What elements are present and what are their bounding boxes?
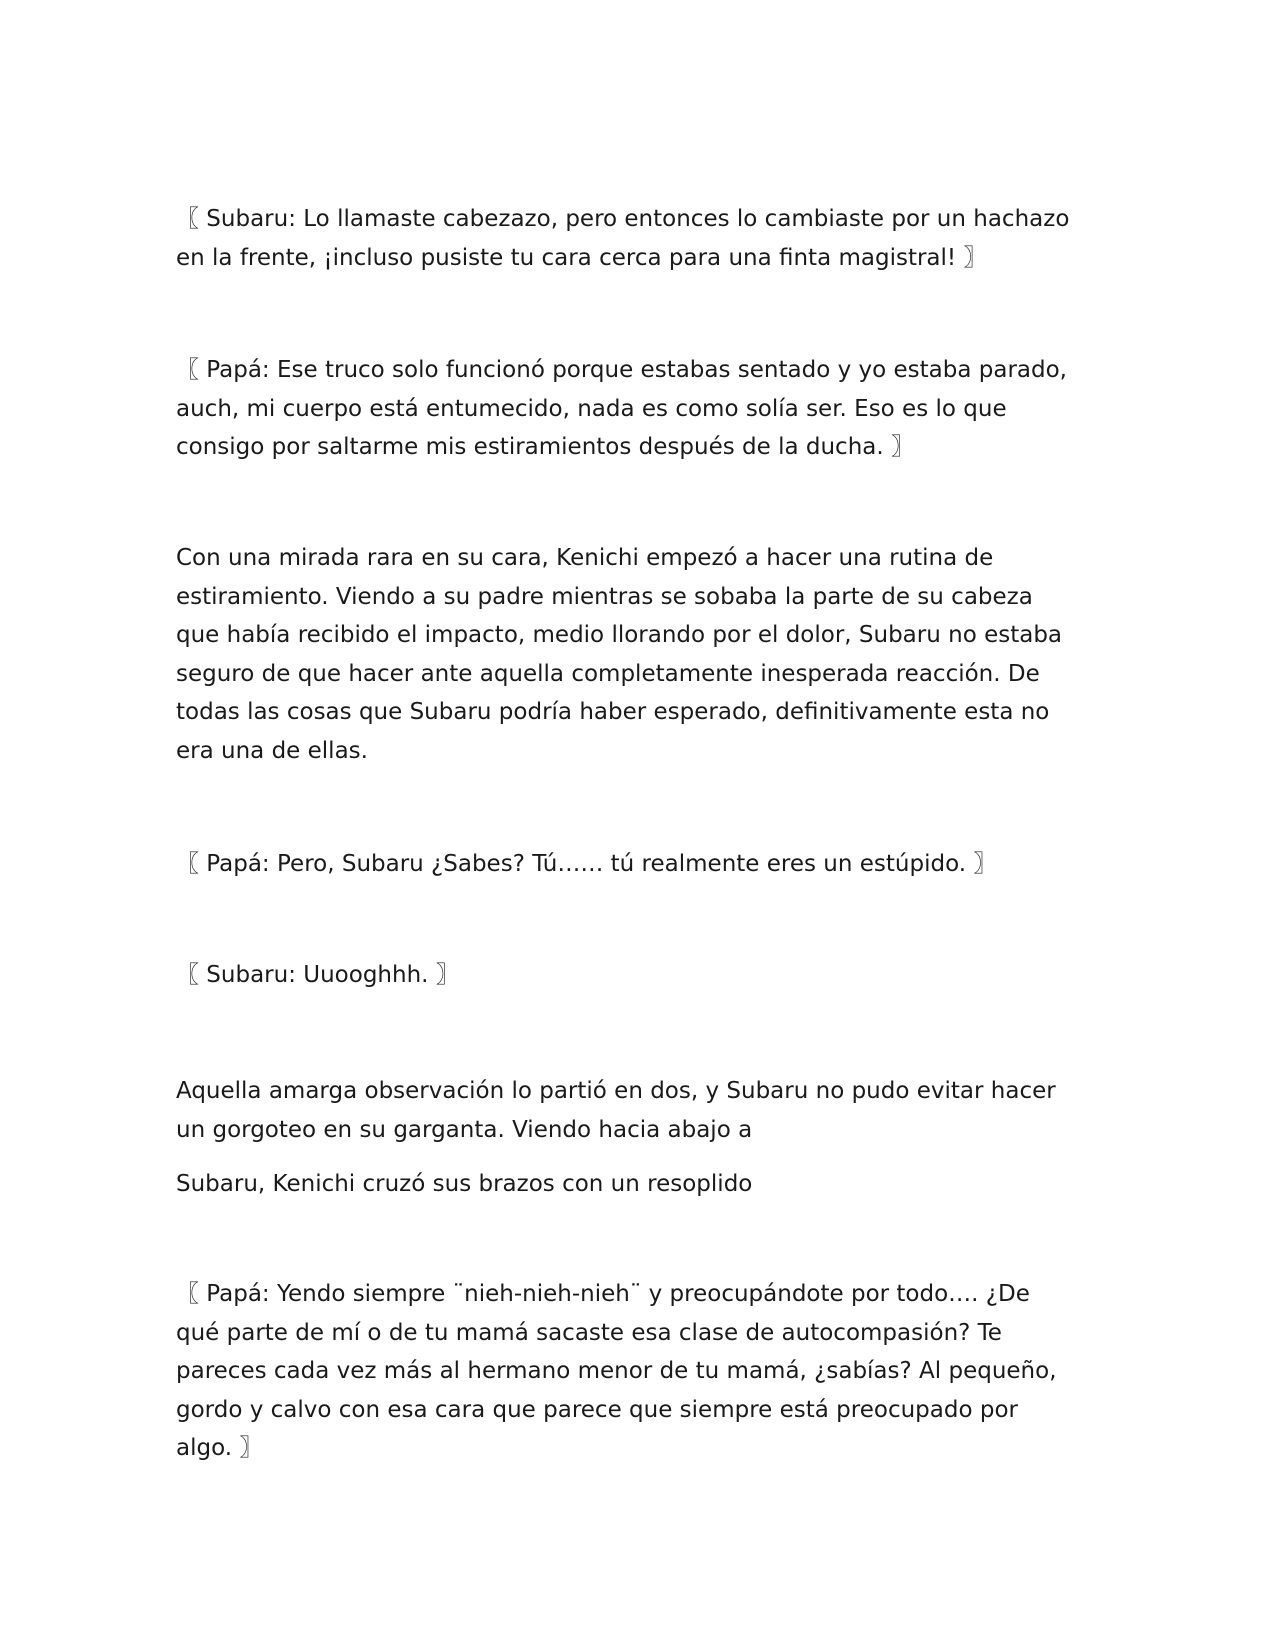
text-line: Subaru, Kenichi cruzó sus brazos con un resoplido: [176, 1171, 753, 1197]
text-line: era una de ellas.: [176, 737, 368, 764]
text-line: pareces cada vez más al hermano menor de tu mamá, ¿sabías? Al pequeño,: [176, 1358, 1057, 1384]
text-line: todas las cosas que Subaru podría haber esperado, definitivamente esta no: [176, 699, 1050, 725]
text-line: qué parte de mí o de tu mamá sacaste esa clase de autocompasión? Te: [176, 1319, 1002, 1346]
text-line: Aquella amarga observación lo partió en dos, y Subaru no pudo evitar hacer: [176, 1078, 1056, 1104]
text-line: auch, mi cuerpo está entumecido, nada es como solía ser. Eso es lo que: [176, 395, 1007, 422]
text-line: Con una mirada rara en su cara, Kenichi empezó a hacer una rutina de: [176, 545, 994, 571]
text-line: que había recibido el impacto, medio llorando por el dolor, Subaru no estaba: [176, 622, 1063, 648]
text-line: algo. 〗: [176, 1435, 263, 1461]
text-line: consigo por saltarme mis estiramientos después de la ducha. 〗: [176, 434, 914, 460]
text-line: 〖 Papá: Ese truco solo funcionó porque estabas sentado y yo estaba parado,: [176, 357, 1067, 383]
paragraph-papa-trick: [176, 351, 1106, 467]
text-line: 〖 Subaru: Uuooghhh. 〗: [176, 962, 459, 988]
text-line: estiramiento. Viendo a su padre mientras se sobaba la parte de su cabeza: [176, 583, 1033, 610]
text-line: gordo y calvo con esa cara que parece que siempre está preocupado por: [176, 1396, 1018, 1423]
paragraph-narration-kenichi-arms: [176, 1165, 1106, 1204]
text-line: 〖 Papá: Pero, Subaru ¿Sabes? Tú…… tú realmente eres un estúpido. 〗: [176, 851, 997, 877]
paragraph-narration-observation: [176, 1072, 1106, 1149]
text-line: seguro de que hacer ante aquella completamente inesperada reacción. De: [176, 660, 1040, 687]
text-line: un gorgoteo en su garganta. Viendo hacia abajo a: [176, 1116, 753, 1143]
paragraph-subaru-uuooghhh: [176, 956, 1106, 995]
paragraph-papa-estupido: [176, 845, 1106, 884]
text-line: 〖 Subaru: Lo llamaste cabezazo, pero entonces lo cambiaste por un hachazo: [176, 206, 1070, 232]
paragraph-subaru-headbutt: [176, 200, 1106, 277]
paragraph-narration-stretching: [176, 539, 1106, 770]
paragraph-papa-autocompasion: [176, 1275, 1106, 1468]
text-line: en la frente, ¡incluso pusiste tu cara cerca para una finta magistral! 〗: [176, 244, 987, 271]
text-line: 〖 Papá: Yendo siempre ¨nieh-nieh-nieh¨ y preocupándote por todo…. ¿De: [176, 1281, 1030, 1307]
